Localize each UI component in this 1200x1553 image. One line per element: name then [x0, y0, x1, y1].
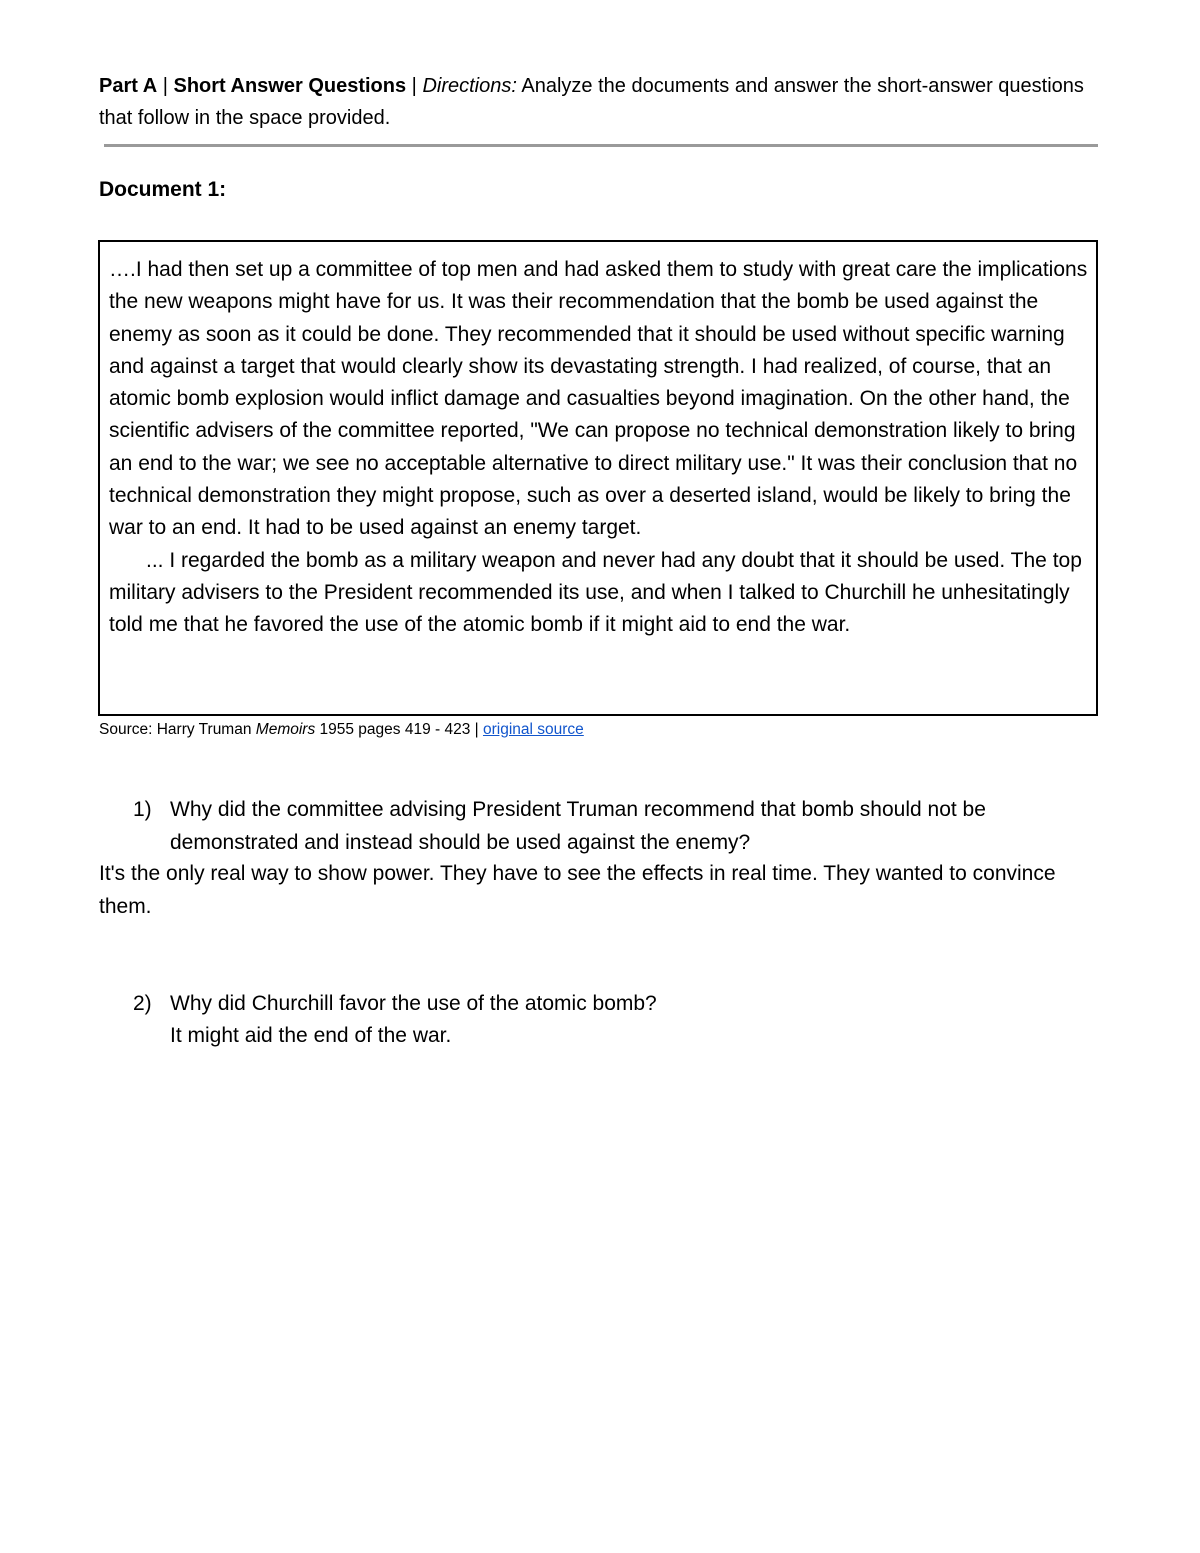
source-citation [99, 719, 584, 741]
source-work-title: Memoirs [255, 721, 316, 738]
excerpt-paragraph-2: ... I regarded the bomb as a military weapon and never had any doubt that it should be used. The top military advisers to the President recommended its use, and when I talked to Churchill he unhesitatingly told me that he favored the use of the atomic bomb if it might aid to end the war. [109, 548, 1082, 637]
document-excerpt-text [109, 254, 1093, 642]
question-number: 1) [133, 798, 152, 821]
horizontal-divider [104, 144, 1098, 147]
header-separator: | [157, 75, 174, 97]
section-label: Short Answer Questions [173, 75, 407, 97]
document-title: Document 1: [99, 178, 227, 201]
answer-2: It might aid the end of the war. [170, 1024, 452, 1047]
part-label: Part A [99, 75, 158, 97]
answer-1: It's the only real way to show power. They have to see the effects in real time. They wanted to convince them. [99, 862, 1056, 918]
header-separator: | [406, 75, 423, 97]
excerpt-paragraph-1: ….I had then set up a committee of top men and had asked them to study with great care the implications the new weapons might have for us. It was their recommendation that the bomb be used against the enemy as soon as it could be done. They recommended that it should be used without specific warning and against a target that would clearly show its devastating strength. I had realized, of course, that an atomic bomb explosion would inflict damage and casualties beyond imagination. On the other hand, the scientific advisers of the committee reported, "We can propose no technical demonstration likely to bring an end to the war; we see no acceptable alternative to direct military use." It was their conclusion that no technical demonstration they might propose, such as over a deserted island, would be likely to bring the war to an end. It had to be used against an enemy target. [109, 258, 1088, 540]
original-source-link[interactable]: original source [482, 721, 584, 738]
directions-header [99, 70, 1099, 134]
source-details: 1955 pages 419 - 423 | [315, 721, 483, 738]
directions-label: Directions: [422, 75, 517, 97]
question-number: 2) [133, 992, 152, 1015]
directions-text: Analyze the documents and answer the short-answer questions that follow in the space provided. [99, 75, 1084, 129]
question-text: Why did the committee advising President Truman recommend that bomb should not be demonstrated and instead should be used against the enemy? [170, 798, 986, 854]
document-excerpt-box [98, 240, 1098, 716]
source-prefix: Source: Harry Truman [99, 721, 256, 738]
question-text: Why did Churchill favor the use of the atomic bomb? [170, 992, 657, 1015]
